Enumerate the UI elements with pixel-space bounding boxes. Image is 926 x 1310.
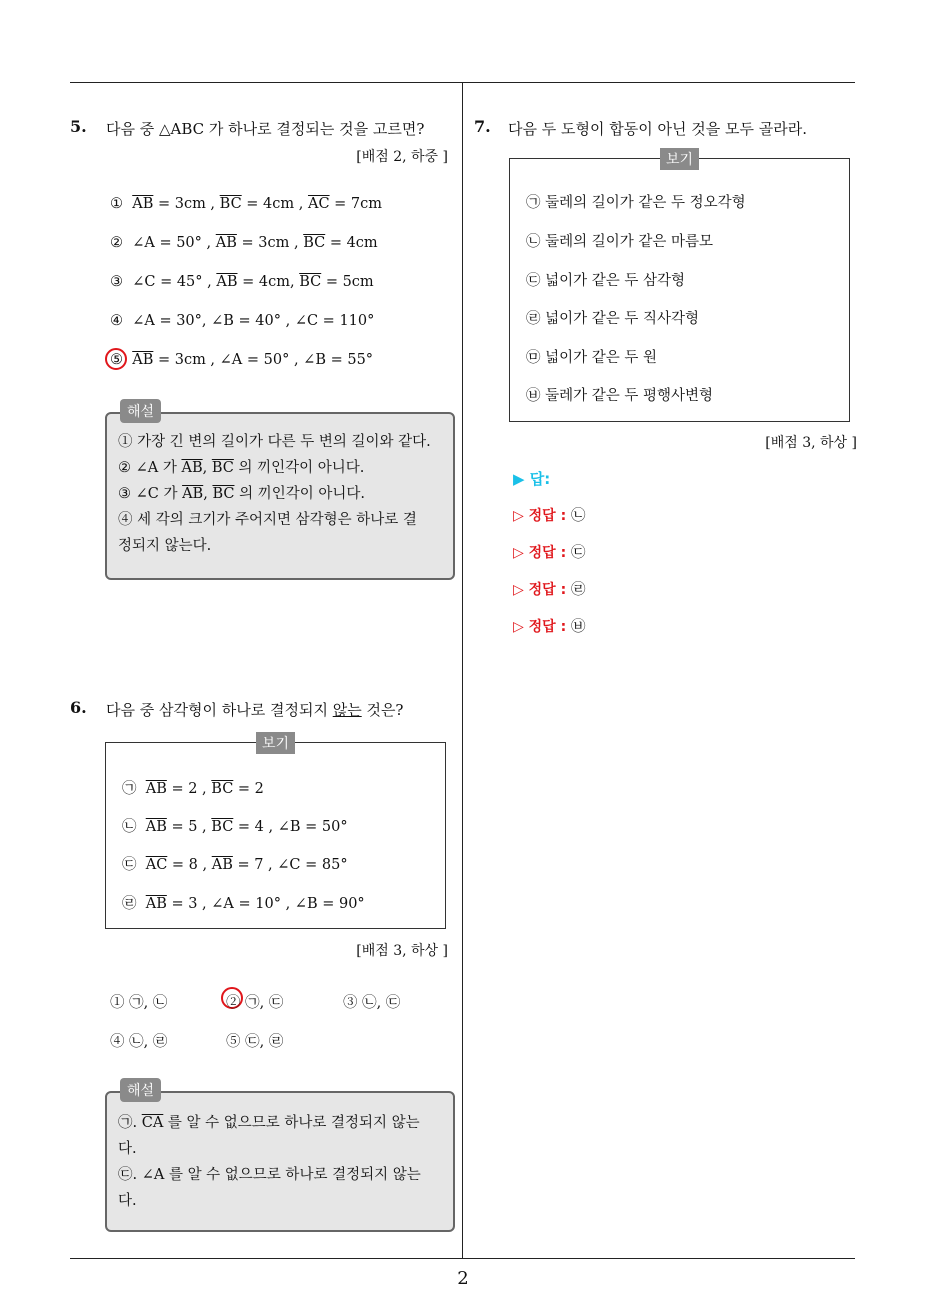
page-number: 2 — [457, 1268, 469, 1289]
segment: $\overline{BC}$ — [211, 460, 234, 476]
text: = 3cm , ∠A = 50° , ∠B = 55° — [153, 352, 374, 368]
text: ∠A = 50° , — [132, 235, 216, 251]
text: ② ∠A 가 — [118, 460, 182, 476]
option-mark: ④ — [110, 313, 123, 329]
text: ㉠. — [118, 1115, 142, 1131]
q5-explanation-line — [118, 481, 365, 507]
q5-score: [배점 2, 하중 ] — [356, 149, 448, 165]
q5-option-2[interactable] — [110, 235, 378, 251]
text: = 5 , — [166, 819, 212, 835]
text: = 3 , ∠A = 10° , ∠B = 90° — [166, 896, 365, 912]
segment: $\overline{AB}$ — [145, 781, 167, 797]
q7-score: [배점 3, 하상 ] — [765, 435, 857, 451]
text: = 4cm , — [241, 196, 308, 212]
segment: $\overline{AB}$ — [215, 235, 237, 251]
answer-value: ㉣ — [570, 582, 586, 598]
text: = 8 , — [167, 857, 212, 873]
text: = 2 — [233, 781, 264, 797]
text: = 4cm — [325, 235, 378, 251]
segment: $\overline{AB}$ — [181, 460, 203, 476]
text: 의 끼인각이 아니다. — [234, 486, 365, 502]
text: , — [203, 486, 213, 502]
q6-example-item — [122, 853, 348, 874]
segment: $\overline{BC}$ — [303, 235, 326, 251]
segment: $\overline{CA}$ — [141, 1115, 164, 1131]
q7-example-item: ㉥ 둘레가 같은 두 평행사변형 — [526, 388, 714, 404]
emphasis: 않는 — [332, 701, 362, 719]
q7-example-item: ㉣ 넓이가 같은 두 직사각형 — [526, 311, 700, 327]
q5-number: 5. — [70, 117, 87, 136]
q7-example-item: ㉤ 넓이가 같은 두 원 — [526, 350, 657, 366]
answer-row — [513, 541, 585, 562]
segment: $\overline{BC}$ — [299, 274, 322, 290]
q6-explanation-label: 해설 — [120, 1078, 161, 1102]
text: 다음 중 삼각형이 하나로 결정되지 — [106, 701, 333, 719]
q6-example-item — [122, 815, 348, 836]
segment: $\overline{AB}$ — [182, 486, 204, 502]
text: = 3cm , — [236, 235, 304, 251]
q6-example-label: 보기 — [256, 732, 295, 754]
q6-choice-3[interactable]: ③ ㉡, ㉢ — [343, 995, 401, 1011]
segment: $\overline{AB}$ — [145, 896, 167, 912]
mark: ㉣ — [122, 896, 137, 912]
text: = 5cm — [321, 274, 374, 290]
q6-score: [배점 3, 하상 ] — [356, 943, 448, 959]
q6-choice-2[interactable]: ② ㉠, ㉢ — [226, 995, 284, 1011]
segment: $\overline{AC}$ — [145, 857, 168, 873]
segment: $\overline{BC}$ — [212, 486, 235, 502]
text: = 4cm, — [237, 274, 300, 290]
segment: $\overline{AB}$ — [132, 352, 154, 368]
q5-option-1[interactable] — [110, 196, 382, 212]
q7-example-item: ㉢ 넓이가 같은 두 삼각형 — [526, 273, 685, 289]
q6-choice-4[interactable]: ④ ㉡, ㉣ — [110, 1034, 168, 1050]
answer-row — [513, 578, 585, 599]
q5-explanation-line — [118, 455, 364, 481]
q6-text — [106, 699, 403, 720]
mark: ㉡ — [122, 819, 137, 835]
column-divider — [462, 82, 463, 1259]
text: = 3cm , — [153, 196, 220, 212]
option-mark: ② — [110, 235, 123, 251]
option-mark: ⑤ — [110, 352, 123, 368]
answer-label: ▷ 정답 : — [513, 619, 567, 635]
text: 의 끼인각이 아니다. — [233, 460, 365, 476]
q5-explanation-label: 해설 — [120, 399, 161, 423]
answer-row — [513, 615, 585, 636]
text: = 2 , — [166, 781, 212, 797]
text: 것은? — [361, 701, 404, 719]
bottom-rule — [70, 1258, 855, 1259]
text: 를 알 수 없으므로 하나로 결정되지 않는 — [163, 1115, 420, 1131]
answer-value: ㉡ — [570, 508, 586, 524]
q5-explanation-line: ① 가장 긴 변의 길이가 다른 두 변의 길이와 같다. — [118, 434, 431, 450]
option-mark: ① — [110, 196, 123, 212]
segment: $\overline{AB}$ — [211, 857, 233, 873]
segment: $\overline{AB}$ — [132, 196, 154, 212]
q6-explanation-line — [118, 1110, 420, 1136]
q5-explanation-line: 정되지 않는다. — [118, 538, 212, 554]
q7-number: 7. — [474, 117, 491, 136]
answer-value: ㉢ — [570, 545, 586, 561]
q6-choice-1[interactable]: ① ㉠, ㉡ — [110, 995, 168, 1011]
segment: $\overline{AB}$ — [216, 274, 238, 290]
q6-explanation-line: 다. — [118, 1193, 137, 1209]
segment: $\overline{AB}$ — [145, 819, 167, 835]
q7-example-label: 보기 — [660, 148, 699, 170]
text: , — [202, 460, 212, 476]
answer-value: ㉥ — [570, 619, 586, 635]
text: = 4 , ∠B = 50° — [233, 819, 348, 835]
q5-option-3[interactable] — [110, 274, 374, 290]
answer-prompt: ▶ 답: — [513, 470, 551, 488]
text: = 7 , ∠C = 85° — [232, 857, 348, 873]
text: ③ ∠C 가 — [118, 486, 183, 502]
q5-text: 다음 중 △ABC 가 하나로 결정되는 것을 고르면? — [106, 120, 425, 138]
option-mark: ③ — [110, 274, 123, 290]
text: ∠A = 30°, ∠B = 40° , ∠C = 110° — [132, 313, 375, 329]
q6-explanation-line: ㉢. ∠A 를 알 수 없으므로 하나로 결정되지 않는 — [118, 1167, 421, 1183]
q6-example-item — [122, 777, 264, 798]
answer-label: ▷ 정답 : — [513, 582, 567, 598]
q7-example-item: ㉡ 둘레의 길이가 같은 마름모 — [526, 234, 714, 250]
q6-number: 6. — [70, 698, 87, 717]
answer-row — [513, 504, 585, 525]
q5-option-5[interactable] — [110, 352, 373, 368]
mark: ㉠ — [122, 781, 137, 797]
q6-explanation-line: 다. — [118, 1141, 137, 1157]
text: = 7cm — [329, 196, 383, 212]
answer-label: ▷ 정답 : — [513, 508, 567, 524]
q5-option-4[interactable] — [110, 313, 374, 329]
text: ∠C = 45° , — [132, 274, 217, 290]
segment: $\overline{AC}$ — [307, 196, 330, 212]
q5-explanation-line: ④ 세 각의 크기가 주어지면 삼각형은 하나로 결 — [118, 512, 417, 528]
segment: $\overline{BC}$ — [211, 819, 234, 835]
segment: $\overline{BC}$ — [211, 781, 234, 797]
q6-example-item — [122, 892, 365, 913]
segment: $\overline{BC}$ — [219, 196, 242, 212]
mark: ㉢ — [122, 857, 137, 873]
answer-label: ▷ 정답 : — [513, 545, 567, 561]
q7-text: 다음 두 도형이 합동이 아닌 것을 모두 골라라. — [508, 120, 807, 138]
q7-example-item: ㉠ 둘레의 길이가 같은 두 정오각형 — [526, 195, 746, 211]
q6-choice-5[interactable]: ⑤ ㉢, ㉣ — [226, 1034, 284, 1050]
